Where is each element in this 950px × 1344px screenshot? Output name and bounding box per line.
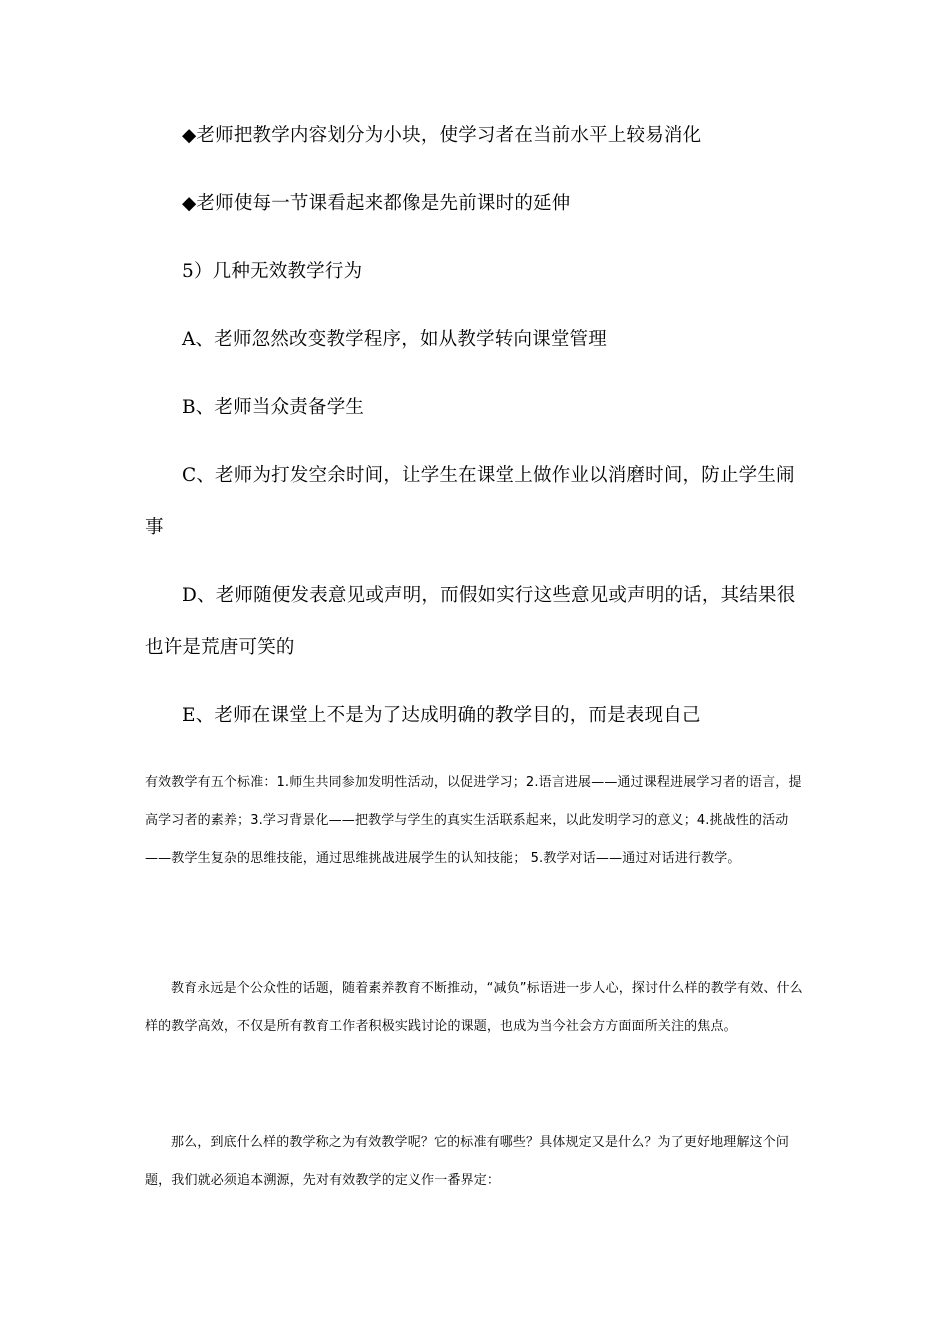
list-item-d: D、老师随便发表意见或声明，而假如实行这些意见或声明的话，其结果很也许是荒唐可笑的: [145, 585, 796, 658]
section-heading-ineffective: 5）几种无效教学行为: [182, 261, 363, 282]
paragraph-intro-1: 教育永远是个公众性的话题，随着素养教育不断推动，“减负”标语进一步人心，探讨什么样的教学有效、什么样的教学高效，不仅是所有教育工作者积极实践讨论的课题，也成为当今社会方方面面所关注的焦点。: [145, 981, 803, 1034]
paragraph-intro-2: 那么，到底什么样的教学称之为有效教学呢？它的标准有哪些？具体规定又是什么？为了更好地理解这个问题，我们就必须追本溯源，先对有效教学的定义作一番界定：: [145, 1135, 790, 1188]
list-item-a: A、老师忽然改变教学程序，如从教学转向课堂管理: [182, 329, 607, 350]
list-item-e: E、老师在课堂上不是为了达成明确的教学目的，而是表现自己: [182, 705, 701, 726]
paragraph-standards: 有效教学有五个标准：1.师生共同参加发明性活动，以促进学习；2.语言进展——通过课程进展学习者的语言，提高学习者的素养；3.学习背景化——把教学与学生的真实生活联系起来，以此发明学习的意义；4.挑战性的活动——教学生复杂的思维技能，通过思维挑战进展学生的认知技能； 5.教学对话——通过对话进行教学。: [145, 775, 802, 866]
list-item-c: C、老师为打发空余时间，让学生在课堂上做作业以消磨时间，防止学生闹事: [145, 465, 795, 538]
list-item-b: B、老师当众责备学生: [182, 397, 365, 418]
list-item-bullet-2: ◆老师使每一节课看起来都像是先前课时的延伸: [182, 193, 571, 214]
list-item-bullet-1: ◆老师把教学内容划分为小块，使学习者在当前水平上较易消化: [182, 125, 702, 146]
